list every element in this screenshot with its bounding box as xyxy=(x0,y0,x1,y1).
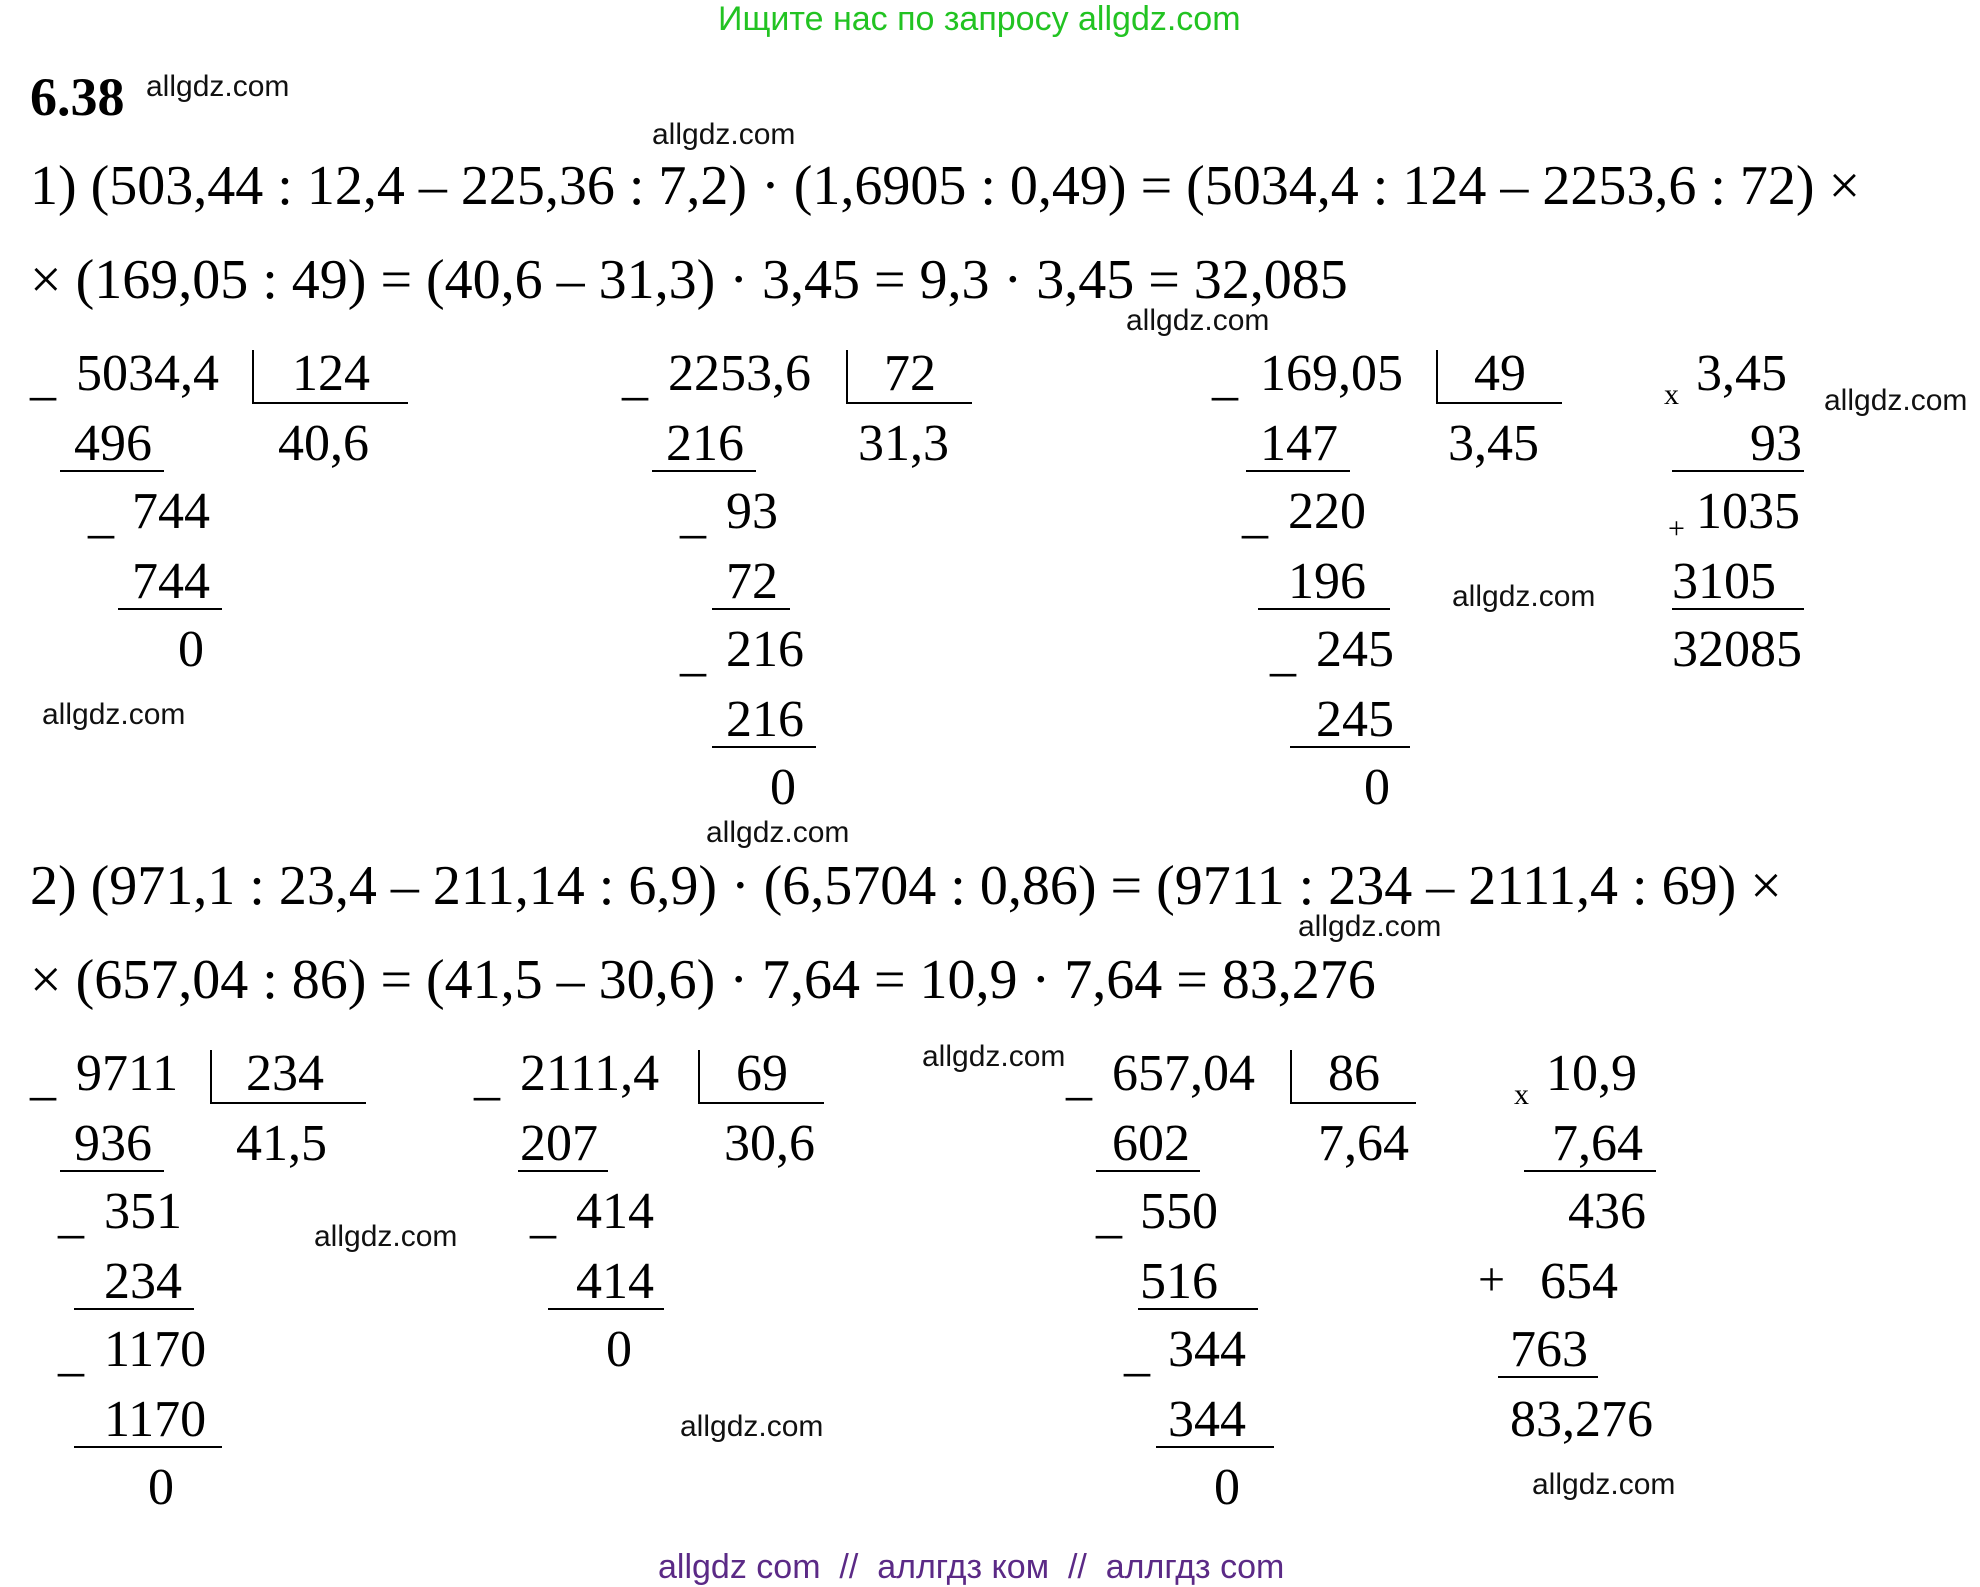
remainder: 220 xyxy=(1288,483,1366,540)
minus-sign: _ xyxy=(1066,1049,1092,1106)
addition-line xyxy=(1672,608,1804,610)
plus-sign: + xyxy=(1478,1253,1506,1306)
subtraction-line xyxy=(74,1308,194,1310)
final-remainder: 0 xyxy=(1364,759,1390,816)
remainder: 414 xyxy=(576,1183,654,1240)
partial-product: 436 xyxy=(1568,1183,1646,1240)
divisor: 69 xyxy=(736,1045,788,1102)
subtraction-line xyxy=(1290,746,1410,748)
subtrahend: 744 xyxy=(132,553,210,610)
minus-sign: _ xyxy=(1270,625,1296,682)
quotient: 3,45 xyxy=(1448,415,1539,472)
factor-a: 10,9 xyxy=(1546,1045,1637,1102)
multiply-sign: x xyxy=(1664,378,1679,411)
plus-sign: + xyxy=(1668,512,1685,545)
divisor-underline xyxy=(252,402,408,404)
factor-b: 7,64 xyxy=(1552,1115,1643,1172)
quotient: 31,3 xyxy=(858,415,949,472)
watermark: allgdz.com xyxy=(42,698,186,731)
divisor: 86 xyxy=(1328,1045,1380,1102)
subtrahend: 496 xyxy=(74,415,152,472)
subtraction-line xyxy=(1258,608,1390,610)
watermark: allgdz.com xyxy=(1532,1468,1676,1501)
minus-sign: _ xyxy=(30,349,56,406)
divisor: 124 xyxy=(292,345,370,402)
minus-sign: _ xyxy=(1124,1325,1150,1382)
subtraction-line xyxy=(712,746,816,748)
dividend: 5034,4 xyxy=(76,345,219,402)
subtraction-line xyxy=(118,608,222,610)
minus-sign: _ xyxy=(622,349,648,406)
watermark: allgdz.com xyxy=(922,1040,1066,1073)
divisor-underline xyxy=(1290,1102,1416,1104)
subtrahend: 72 xyxy=(726,553,778,610)
divisor-underline xyxy=(210,1102,366,1104)
subtrahend: 147 xyxy=(1260,415,1338,472)
equation-line-2-1: 2) (971,1 : 23,4 – 211,14 : 6,9) · (6,5704 : 0,86) = (9711 : 234 – 2111,4 : 69) × xyxy=(30,855,1782,917)
watermark: allgdz.com xyxy=(146,70,290,103)
product: 32085 xyxy=(1672,621,1802,678)
division-bar xyxy=(846,350,848,402)
minus-sign: _ xyxy=(1242,487,1268,544)
subtraction-line xyxy=(1096,1170,1200,1172)
subtraction-line xyxy=(1156,1446,1274,1448)
minus-sign: _ xyxy=(680,487,706,544)
dividend: 2111,4 xyxy=(520,1045,660,1102)
minus-sign: _ xyxy=(680,625,706,682)
dividend: 9711 xyxy=(76,1045,179,1102)
subtraction-line xyxy=(712,608,790,610)
watermark: allgdz.com xyxy=(1824,384,1968,417)
subtrahend: 936 xyxy=(74,1115,152,1172)
subtraction-line xyxy=(1138,1308,1258,1310)
subtraction-line xyxy=(74,1446,222,1448)
subtraction-line xyxy=(60,470,164,472)
subtrahend: 234 xyxy=(104,1253,182,1310)
remainder: 1170 xyxy=(104,1321,207,1378)
watermark: allgdz.com xyxy=(1126,304,1270,337)
final-remainder: 0 xyxy=(148,1459,174,1516)
remainder: 216 xyxy=(726,621,804,678)
equation-line-1-1: 1) (503,44 : 12,4 – 225,36 : 7,2) · (1,6905 : 0,49) = (5034,4 : 124 – 2253,6 : 72) × xyxy=(30,155,1861,217)
watermark: allgdz.com xyxy=(706,816,850,849)
divisor: 234 xyxy=(246,1045,324,1102)
division-bar xyxy=(1290,1050,1292,1102)
minus-sign: _ xyxy=(530,1187,556,1244)
minus-sign: _ xyxy=(474,1049,500,1106)
task-number: 6.38 xyxy=(30,67,125,127)
subtrahend: 207 xyxy=(520,1115,598,1172)
subtraction-line xyxy=(60,1170,164,1172)
minus-sign: _ xyxy=(58,1325,84,1382)
division-bar xyxy=(1436,350,1438,402)
final-remainder: 0 xyxy=(606,1321,632,1378)
subtrahend: 245 xyxy=(1316,691,1394,748)
divisor: 72 xyxy=(884,345,936,402)
watermark: allgdz.com xyxy=(1298,910,1442,943)
subtrahend: 414 xyxy=(576,1253,654,1310)
watermark: allgdz.com xyxy=(314,1220,458,1253)
subtrahend: 216 xyxy=(726,691,804,748)
divisor-underline xyxy=(1436,402,1562,404)
dividend: 169,05 xyxy=(1260,345,1403,402)
multiplication-line xyxy=(1672,470,1804,472)
partial-product: 3105 xyxy=(1672,553,1776,610)
remainder: 744 xyxy=(132,483,210,540)
division-bar xyxy=(210,1050,212,1102)
remainder: 550 xyxy=(1140,1183,1218,1240)
multiplication-line xyxy=(1524,1170,1656,1172)
dividend: 657,04 xyxy=(1112,1045,1255,1102)
product: 83,276 xyxy=(1510,1391,1653,1448)
partial-product: 763 xyxy=(1510,1321,1588,1378)
division-bar xyxy=(698,1050,700,1102)
bottom-banner: allgdz com // аллгдз ком // аллгдз com xyxy=(658,1548,1285,1586)
watermark: allgdz.com xyxy=(1452,580,1596,613)
quotient: 40,6 xyxy=(278,415,369,472)
quotient: 30,6 xyxy=(724,1115,815,1172)
remainder: 93 xyxy=(726,483,778,540)
division-bar xyxy=(252,350,254,402)
subtraction-line xyxy=(1246,470,1350,472)
subtraction-line xyxy=(518,1170,608,1172)
final-remainder: 0 xyxy=(1214,1459,1240,1516)
watermark: allgdz.com xyxy=(680,1410,824,1443)
divisor: 49 xyxy=(1474,345,1526,402)
subtraction-line xyxy=(652,470,756,472)
remainder: 245 xyxy=(1316,621,1394,678)
addition-line xyxy=(1498,1376,1598,1378)
factor-b: 93 xyxy=(1750,415,1802,472)
subtrahend: 1170 xyxy=(104,1391,207,1448)
subtrahend: 216 xyxy=(666,415,744,472)
minus-sign: _ xyxy=(58,1187,84,1244)
minus-sign: _ xyxy=(88,487,114,544)
minus-sign: _ xyxy=(30,1049,56,1106)
minus-sign: _ xyxy=(1096,1187,1122,1244)
equation-line-2-2: × (657,04 : 86) = (41,5 – 30,6) · 7,64 = 10,9 · 7,64 = 83,276 xyxy=(30,949,1376,1011)
top-banner: Ищите нас по запросу allgdz.com xyxy=(718,0,1241,38)
quotient: 7,64 xyxy=(1318,1115,1409,1172)
equation-line-1-2: × (169,05 : 49) = (40,6 – 31,3) · 3,45 = 9,3 · 3,45 = 32,085 xyxy=(30,249,1348,311)
minus-sign: _ xyxy=(1212,349,1238,406)
subtrahend: 516 xyxy=(1140,1253,1218,1310)
dividend: 2253,6 xyxy=(668,345,811,402)
divisor-underline xyxy=(846,402,972,404)
final-remainder: 0 xyxy=(178,621,204,678)
subtrahend: 196 xyxy=(1288,553,1366,610)
watermark: allgdz.com xyxy=(652,118,796,151)
partial-product: 1035 xyxy=(1696,483,1800,540)
subtrahend: 602 xyxy=(1112,1115,1190,1172)
subtrahend: 344 xyxy=(1168,1391,1246,1448)
partial-product: 654 xyxy=(1540,1253,1618,1310)
quotient: 41,5 xyxy=(236,1115,327,1172)
remainder: 351 xyxy=(104,1183,182,1240)
final-remainder: 0 xyxy=(770,759,796,816)
divisor-underline xyxy=(698,1102,824,1104)
subtraction-line xyxy=(548,1308,664,1310)
multiply-sign: x xyxy=(1514,1078,1529,1111)
remainder: 344 xyxy=(1168,1321,1246,1378)
factor-a: 3,45 xyxy=(1696,345,1787,402)
